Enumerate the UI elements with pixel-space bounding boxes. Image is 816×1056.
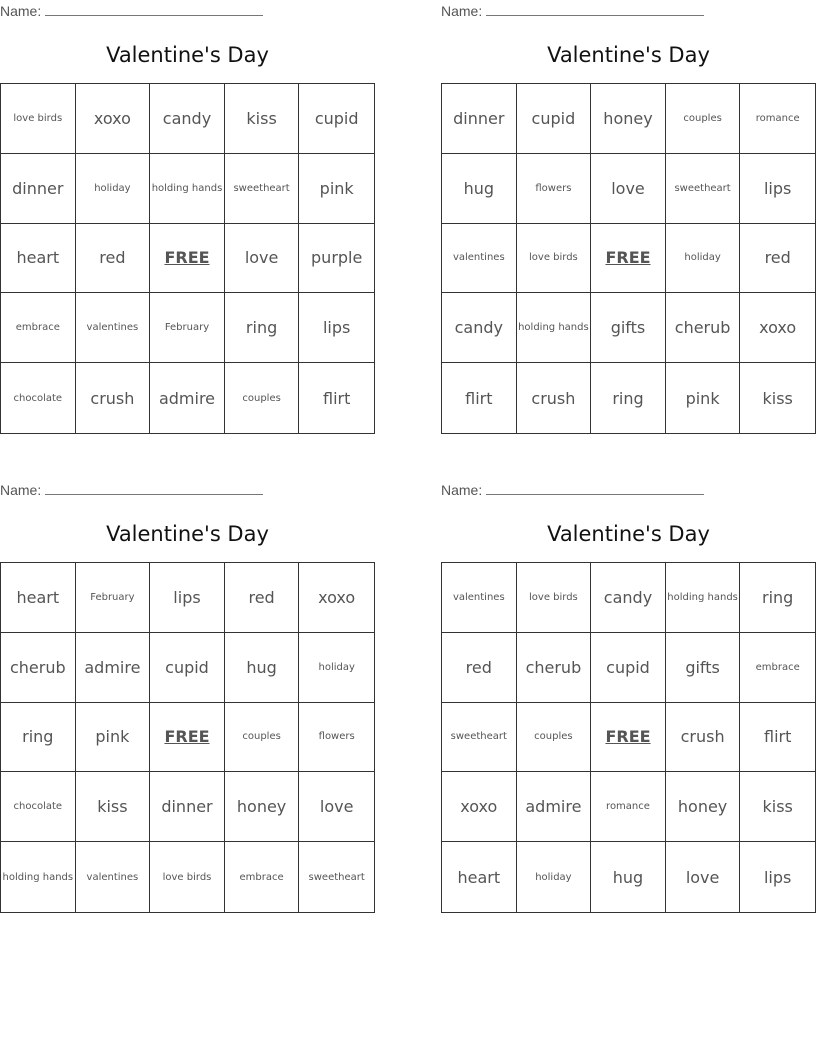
bingo-cell: cupid <box>150 633 225 703</box>
bingo-cell: embrace <box>1 293 76 363</box>
name-line <box>0 0 263 22</box>
name-line <box>441 0 704 22</box>
bingo-cell: kiss <box>225 84 300 154</box>
name-blank <box>45 479 263 495</box>
bingo-cell: heart <box>442 842 517 912</box>
free-space-cell: FREE <box>591 703 666 773</box>
bingo-cell: embrace <box>740 633 815 703</box>
bingo-cell: hug <box>225 633 300 703</box>
card-title: Valentine's Day <box>547 43 710 67</box>
bingo-cell: couples <box>225 363 300 433</box>
card-title: Valentine's Day <box>106 522 269 546</box>
bingo-card-1 <box>0 0 375 434</box>
free-space-cell: FREE <box>150 703 225 773</box>
bingo-cell: admire <box>76 633 151 703</box>
bingo-cell: couples <box>666 84 741 154</box>
bingo-cell: flirt <box>323 388 351 408</box>
bingo-cell: love birds <box>150 842 225 912</box>
bingo-cell: flirt <box>442 363 517 433</box>
bingo-cell: February <box>150 293 225 363</box>
bingo-cell: lips <box>740 154 815 224</box>
bingo-cell: kiss <box>762 388 793 408</box>
bingo-cell: love <box>299 772 374 842</box>
bingo-cell: dinner <box>150 772 225 842</box>
bingo-cell: holiday <box>666 224 741 294</box>
bingo-cell: cupid <box>517 84 592 154</box>
bingo-cell: candy <box>442 293 517 363</box>
bingo-cell: valentines <box>442 563 517 633</box>
bingo-cell: hug <box>442 154 517 224</box>
name-label: Name: <box>0 3 42 19</box>
bingo-cell: crush <box>666 703 741 773</box>
bingo-cell: valentines <box>76 842 151 912</box>
bingo-cell: red <box>442 633 517 703</box>
bingo-cell: xoxo <box>76 84 151 154</box>
bingo-cell: pink <box>666 363 741 433</box>
bingo-cell: chocolate <box>1 772 76 842</box>
bingo-cell: honey <box>225 772 300 842</box>
bingo-cell: honey <box>591 84 666 154</box>
bingo-grid <box>441 83 816 434</box>
bingo-card-4 <box>441 479 816 913</box>
bingo-card-2 <box>441 0 816 434</box>
bingo-cell: flowers <box>299 703 374 773</box>
bingo-cell: purple <box>299 224 374 294</box>
name-line <box>441 479 704 501</box>
bingo-cell: February <box>76 563 151 633</box>
bingo-cell: ring <box>1 703 76 773</box>
bingo-cell: kiss <box>740 772 815 842</box>
bingo-cell: lips <box>150 563 225 633</box>
bingo-cell: admire <box>150 363 225 433</box>
bingo-cell: xoxo <box>740 293 815 363</box>
bingo-grid <box>441 562 816 913</box>
bingo-cell: holiday <box>517 842 592 912</box>
name-blank <box>45 0 263 16</box>
bingo-cell: crush <box>76 363 151 433</box>
bingo-cell: crush <box>517 363 592 433</box>
bingo-cell: cupid <box>299 84 374 154</box>
bingo-cell: love birds <box>1 84 76 154</box>
bingo-cell: pink <box>76 703 151 773</box>
card-title: Valentine's Day <box>547 522 710 546</box>
bingo-cell: lips <box>763 867 792 887</box>
bingo-cell: holding hands <box>150 154 225 224</box>
bingo-grid <box>0 83 375 434</box>
bingo-cell: honey <box>666 772 741 842</box>
bingo-cell: sweetheart <box>666 154 741 224</box>
bingo-cell: xoxo <box>299 563 374 633</box>
bingo-cell: red <box>740 224 815 294</box>
name-label: Name: <box>441 482 483 498</box>
bingo-grid <box>0 562 375 913</box>
bingo-cell: pink <box>299 154 374 224</box>
bingo-cell: xoxo <box>442 772 517 842</box>
bingo-cell: couples <box>517 703 592 773</box>
name-line <box>0 479 263 501</box>
bingo-cell: red <box>76 224 151 294</box>
bingo-cell: holding hands <box>1 842 76 912</box>
bingo-cell: valentines <box>442 224 517 294</box>
bingo-cell: hug <box>591 842 666 912</box>
bingo-cell: romance <box>591 772 666 842</box>
bingo-cell: ring <box>591 363 666 433</box>
bingo-cell: admire <box>517 772 592 842</box>
name-label: Name: <box>441 3 483 19</box>
bingo-cell: holding hands <box>517 293 592 363</box>
bingo-cell: valentines <box>76 293 151 363</box>
bingo-cell: dinner <box>442 84 517 154</box>
bingo-cell: heart <box>1 563 76 633</box>
bingo-cell: cherub <box>666 293 741 363</box>
bingo-cell: kiss <box>76 772 151 842</box>
bingo-cell: candy <box>150 84 225 154</box>
bingo-cell: love birds <box>517 224 592 294</box>
bingo-cell: romance <box>740 84 815 154</box>
bingo-card-3 <box>0 479 375 913</box>
bingo-cell: red <box>225 563 300 633</box>
bingo-cell: ring <box>740 563 815 633</box>
name-blank <box>486 0 704 16</box>
bingo-cell: couples <box>225 703 300 773</box>
bingo-cell: dinner <box>1 154 76 224</box>
bingo-cell: love <box>225 224 300 294</box>
bingo-cell: ring <box>225 293 300 363</box>
bingo-cell: cherub <box>517 633 592 703</box>
bingo-cell: sweetheart <box>308 871 365 883</box>
free-space-cell: FREE <box>591 224 666 294</box>
bingo-cell: heart <box>1 224 76 294</box>
bingo-cell: holding hands <box>666 563 741 633</box>
name-blank <box>486 479 704 495</box>
bingo-cell: lips <box>299 293 374 363</box>
bingo-cell: cherub <box>1 633 76 703</box>
bingo-cell: candy <box>591 563 666 633</box>
bingo-cell: gifts <box>666 633 741 703</box>
bingo-cell: love <box>591 154 666 224</box>
bingo-cell: gifts <box>591 293 666 363</box>
bingo-cell: holiday <box>299 633 374 703</box>
bingo-cell: sweetheart <box>442 703 517 773</box>
bingo-cell: embrace <box>225 842 300 912</box>
name-label: Name: <box>0 482 42 498</box>
bingo-cell: holiday <box>76 154 151 224</box>
bingo-cell: flowers <box>517 154 592 224</box>
bingo-cell: love <box>666 842 741 912</box>
bingo-cell: flirt <box>740 703 815 773</box>
bingo-cell: sweetheart <box>225 154 300 224</box>
free-space-cell: FREE <box>150 224 225 294</box>
bingo-cell: chocolate <box>1 363 76 433</box>
bingo-cell: cupid <box>591 633 666 703</box>
bingo-cell: love birds <box>517 563 592 633</box>
card-title: Valentine's Day <box>106 43 269 67</box>
